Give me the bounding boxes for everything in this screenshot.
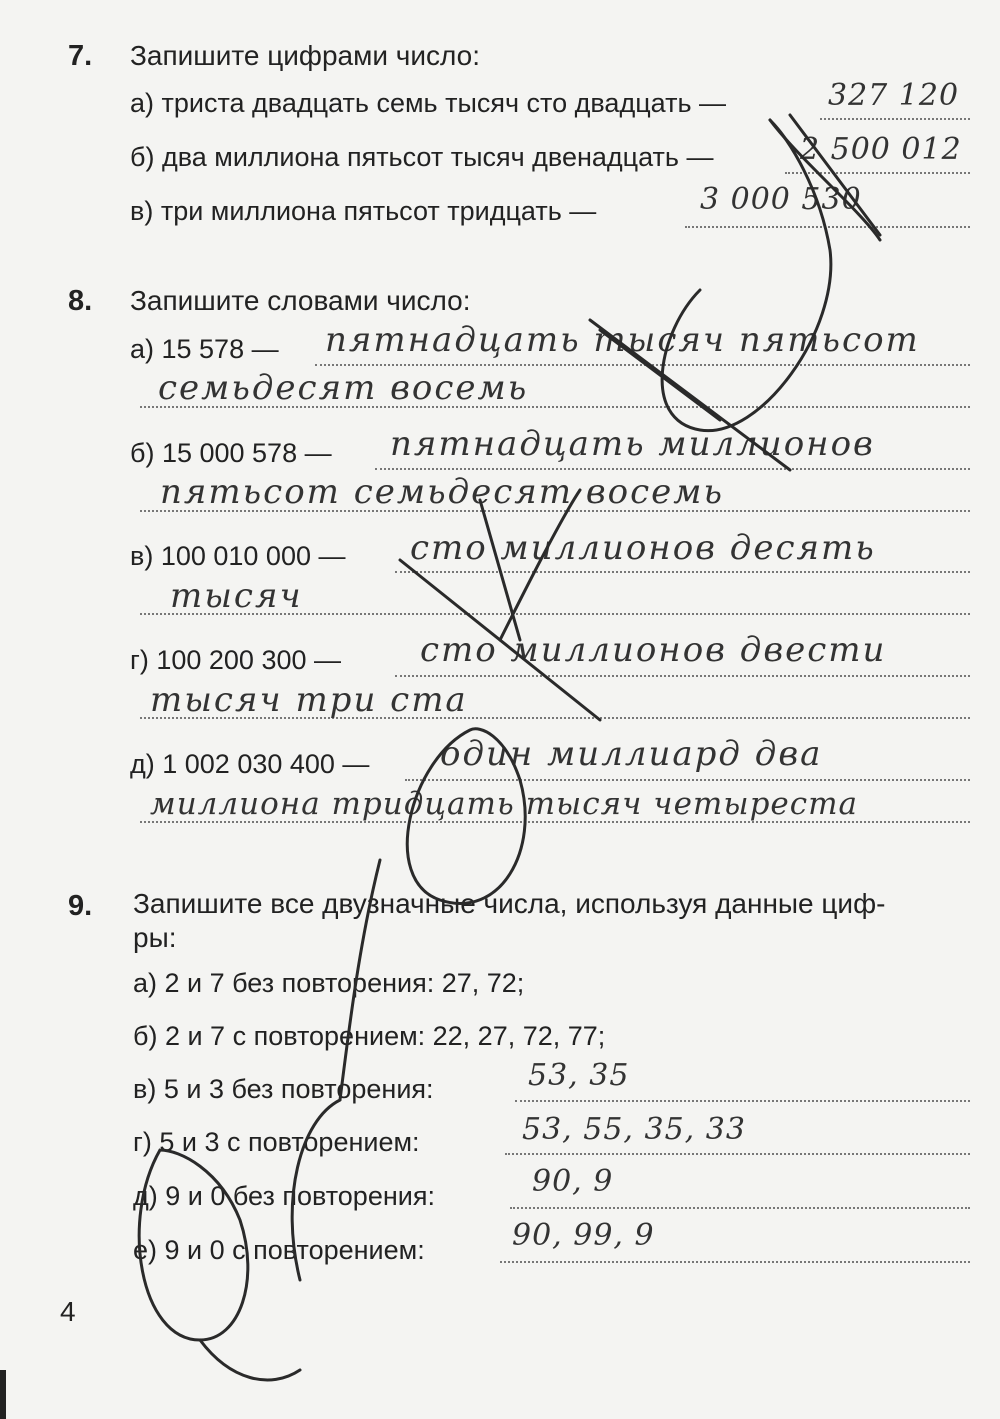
task-7-answer-a: 327 120 (828, 78, 960, 113)
task-7-answer-c: 3 000 530 (700, 182, 862, 217)
answer-line (500, 1261, 970, 1263)
answer-line (510, 1207, 970, 1209)
task-7-number: 7. (68, 40, 93, 72)
task-8-item-e: д) 1 002 030 400 — (130, 749, 370, 779)
answer-line (375, 468, 970, 470)
task-8-item-d: г) 100 200 300 — (130, 645, 341, 675)
task-7-item-a: а) триста двадцать семь тысяч сто двадцать — (130, 88, 727, 118)
task-7-item-b: б) два миллиона пятьсот тысяч двенадцать — (130, 142, 714, 172)
answer-line (405, 779, 970, 781)
task-8-item-c: в) 100 010 000 — (130, 541, 346, 571)
task-9-answer-d: 53, 55, 35, 33 (522, 1112, 746, 1147)
answer-line (820, 118, 970, 120)
task-8-answer-e-2: миллиона тридцать тысяч четыреста (150, 786, 858, 822)
task-9-answer-e: 90, 9 (532, 1164, 614, 1199)
task-8-number: 8. (68, 285, 93, 317)
task-8-answer-b-1: пятнадцать миллионов (390, 424, 875, 464)
task-8-answer-d-1: сто миллионов двести (420, 630, 887, 670)
page-number: 4 (60, 1296, 76, 1327)
task-8-answer-e-1: один миллиард два (440, 734, 823, 774)
task-9-item-f: е) 9 и 0 с повторением: (133, 1235, 425, 1265)
task-9-answer-c: 53, 35 (528, 1058, 630, 1093)
task-9-answer-f: 90, 99, 9 (512, 1218, 655, 1253)
task-8-item-b: б) 15 000 578 — (130, 438, 332, 468)
scan-edge-mark (0, 1370, 6, 1419)
task-8-answer-d-2: тысяч три ста (150, 680, 468, 720)
task-8-answer-b-2: пятьсот семьдесят восемь (160, 472, 724, 512)
task-8-item-a: а) 15 578 — (130, 334, 279, 364)
task-9-item-e: д) 9 и 0 без повторения: (133, 1181, 435, 1211)
answer-line (395, 675, 970, 677)
task-9-item-d: г) 5 и 3 с повторением: (133, 1127, 420, 1157)
task-8-answer-a-1: пятнадцать тысяч пятьсот (325, 320, 920, 360)
task-8-prompt: Запишите словами число: (130, 285, 471, 316)
answer-line (395, 571, 970, 573)
task-9-prompt-line-1: Запишите все двузначные числа, используя данные циф- (133, 888, 886, 919)
task-7-prompt: Запишите цифрами число: (130, 40, 481, 71)
task-8-answer-a-2: семьдесят восемь (158, 368, 529, 408)
task-9-prompt-line-2: ры: (133, 922, 177, 953)
answer-line (685, 226, 970, 228)
task-7-item-c: в) три миллиона пятьсот тридцать — (130, 196, 597, 226)
task-8-answer-c-1: сто миллионов десять (410, 528, 876, 568)
task-9-item-a: а) 2 и 7 без повторения: 27, 72; (133, 968, 525, 998)
task-7-answer-b: 2 500 012 (800, 132, 962, 167)
answer-line (505, 1153, 970, 1155)
task-8-answer-c-2: тысяч (170, 576, 303, 616)
answer-line (515, 1100, 970, 1102)
task-9-item-c: в) 5 и 3 без повторения: (133, 1074, 434, 1104)
answer-line (785, 172, 970, 174)
task-9-number: 9. (68, 890, 93, 922)
answer-line (315, 364, 970, 366)
task-9-item-b: б) 2 и 7 с повторением: 22, 27, 72, 77; (133, 1021, 606, 1051)
